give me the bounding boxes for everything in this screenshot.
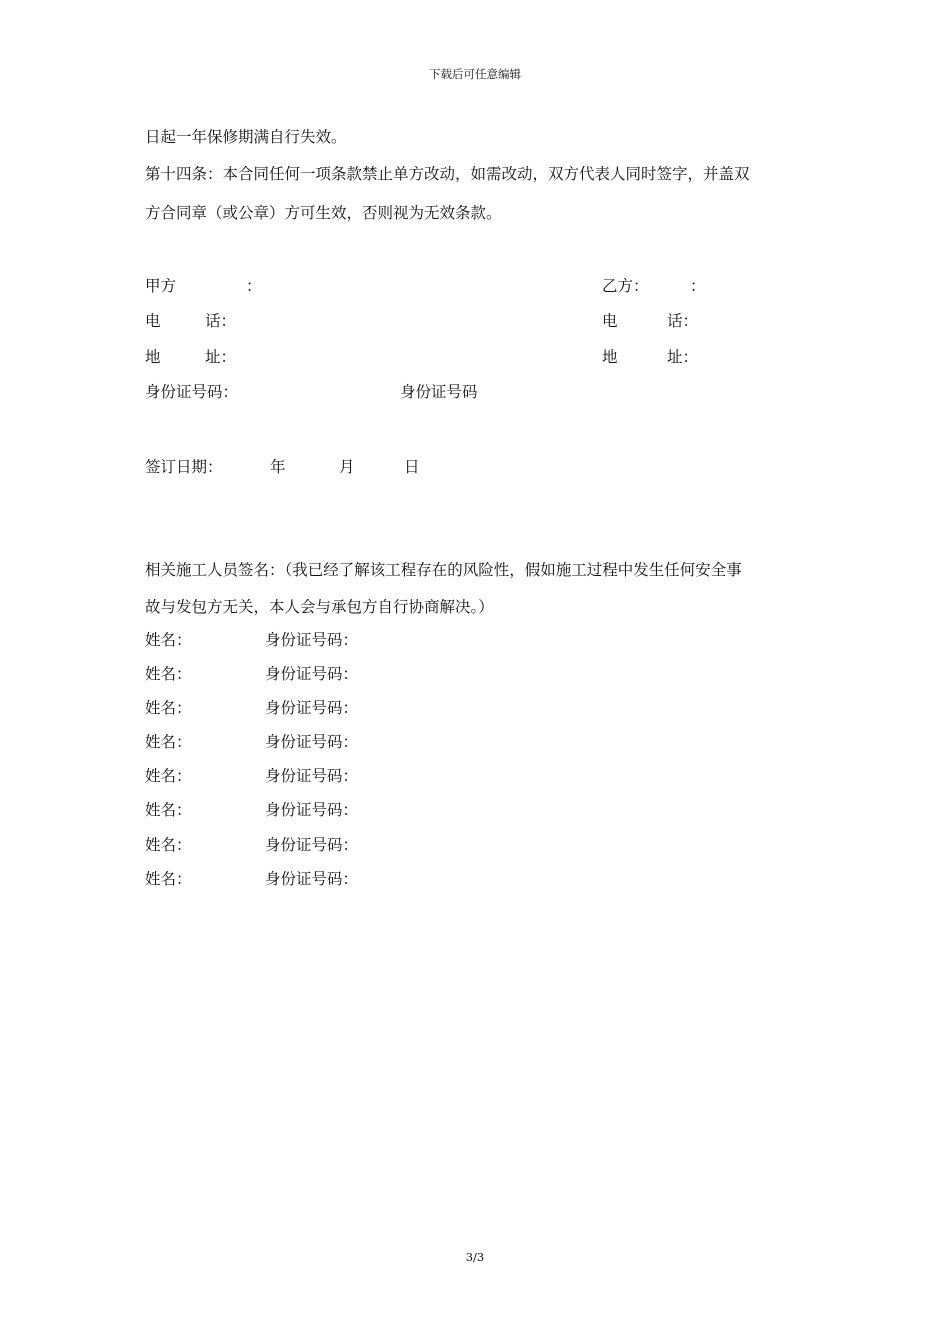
signing-date-day: 日 xyxy=(404,458,420,476)
party-b-colon: ： xyxy=(690,277,706,295)
party-b-phone-label-1: 电 xyxy=(602,312,618,330)
party-a-colon: ： xyxy=(246,277,262,295)
paragraph-warranty: 日起一年保修期满自行失效。 xyxy=(145,128,347,146)
worker-name-label: 姓名： xyxy=(145,767,192,785)
worker-id-label: 身份证号码： xyxy=(265,631,359,649)
workers-statement-line1: 相关施工人员签名：（我已经了解该工程存在的风险性，假如施工过程中发生任何安全事 xyxy=(145,561,742,579)
signing-date-month: 月 xyxy=(339,458,355,476)
paragraph-article14-line1: 第十四条：本合同任何一项条款禁止单方改动，如需改动，双方代表人同时签字，并盖双 xyxy=(145,165,750,183)
party-a-address-label-1: 地 xyxy=(145,348,161,366)
page-number: 3/3 xyxy=(465,1250,485,1264)
worker-id-label: 身份证号码： xyxy=(265,665,359,683)
party-b-label: 乙方： xyxy=(602,277,649,295)
workers-statement-line2: 故与发包方无关，本人会与承包方自行协商解决。） xyxy=(145,598,494,616)
party-a-address-label-2: 址： xyxy=(205,348,237,366)
worker-id-label: 身份证号码： xyxy=(265,733,359,751)
party-a-phone-label-1: 电 xyxy=(145,312,161,330)
party-b-address-label-2: 址： xyxy=(667,348,699,366)
worker-name-label: 姓名： xyxy=(145,699,192,717)
party-a-id-label: 身份证号码： xyxy=(145,383,239,401)
signing-date-year: 年 xyxy=(270,458,286,476)
worker-name-label: 姓名： xyxy=(145,836,192,854)
worker-id-label: 身份证号码： xyxy=(265,870,359,888)
worker-id-label: 身份证号码： xyxy=(265,699,359,717)
worker-name-label: 姓名： xyxy=(145,631,192,649)
party-b-address-label-1: 地 xyxy=(602,348,618,366)
party-a-label: 甲方 xyxy=(145,277,177,295)
worker-id-label: 身份证号码： xyxy=(265,836,359,854)
page-header: 下载后可任意编辑 xyxy=(429,67,521,81)
paragraph-article14-line2: 方合同章（或公章）方可生效，否则视为无效条款。 xyxy=(145,204,502,222)
worker-name-label: 姓名： xyxy=(145,733,192,751)
party-a-phone-label-2: 话： xyxy=(205,312,237,330)
worker-name-label: 姓名： xyxy=(145,665,192,683)
worker-id-label: 身份证号码： xyxy=(265,767,359,785)
worker-id-label: 身份证号码： xyxy=(265,801,359,819)
party-b-id-label: 身份证号码 xyxy=(400,383,478,401)
worker-name-label: 姓名： xyxy=(145,801,192,819)
party-b-phone-label-2: 话： xyxy=(667,312,699,330)
worker-name-label: 姓名： xyxy=(145,870,192,888)
signing-date-label: 签订日期： xyxy=(145,458,223,476)
